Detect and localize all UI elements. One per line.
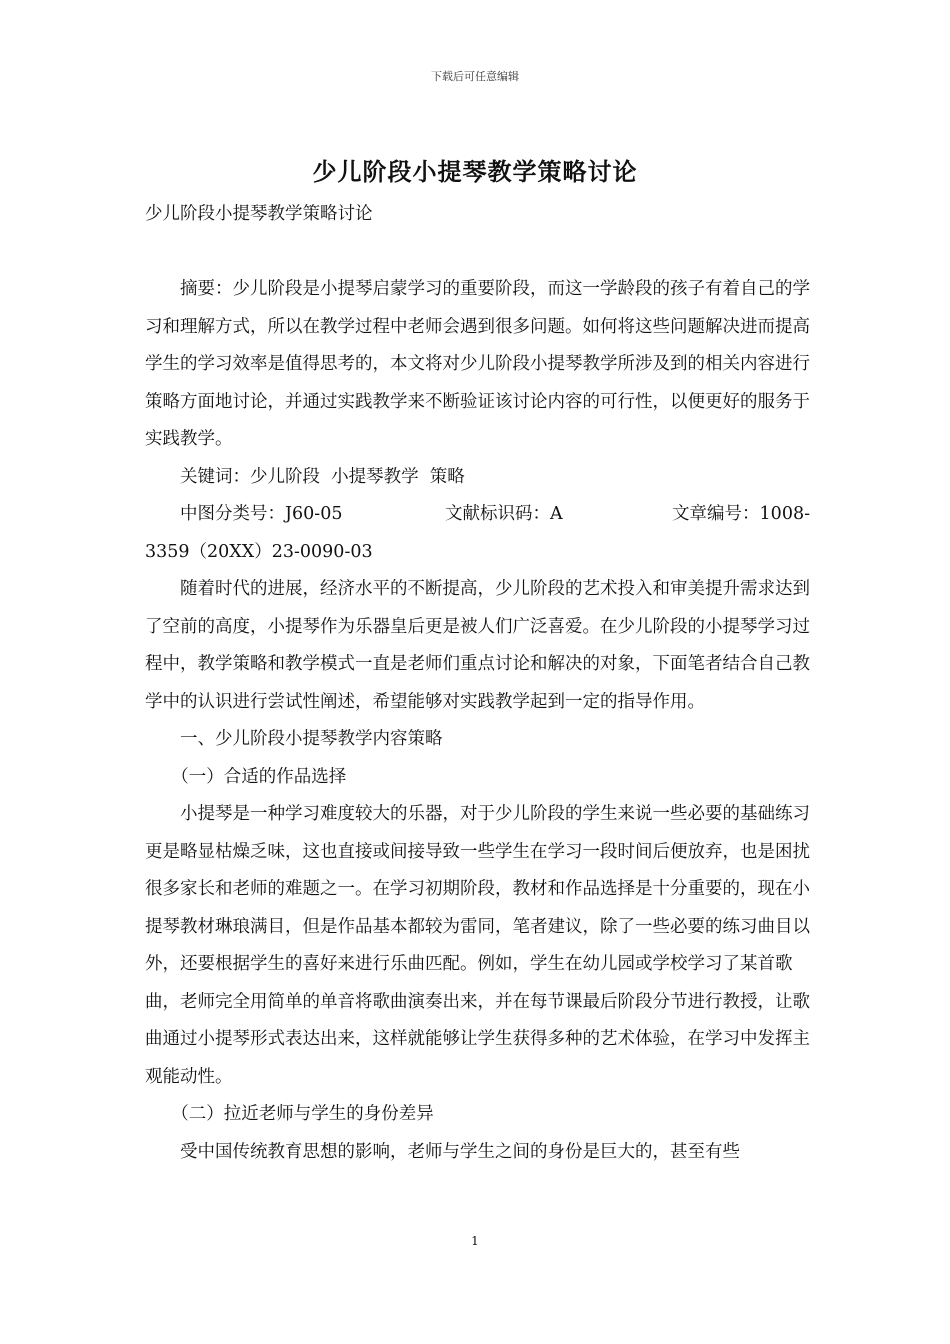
- subsection-heading-1: （一）合适的作品选择: [171, 766, 347, 787]
- article-number: 文章编号：1008-: [672, 504, 810, 524]
- body-paragraph-1: 小提琴是一种学习难度较大的乐器，对于少儿阶段的学生来说一些必要的基础练习更是略显枯燥乏味，这也直接或间接导致一些学生在学习一段时间后便放弃，也是困扰很多家长和老师的难题之一。在学习初期阶段，教材和作品选择是十分重要的，现在小提琴教材琳琅满目，但是作品基本都较为雷同，笔者建议，除了一些必要的练习曲目以外，还要根据学生的喜好来进行乐曲匹配。例如，学生在幼儿园或学校学习了某首歌曲，老师完全用简单的单音将歌曲演奏出来，并在每节课最后阶段分节进行教授，让歌曲通过小提琴形式表达出来，这样就能够让学生获得多种的艺术体验，在学习中发挥主观能动性。: [145, 804, 810, 1087]
- intro-paragraph: 随着时代的进展，经济水平的不断提高，少儿阶段的艺术投入和审美提升需求达到了空前的高度，小提琴作为乐器皇后更是被人们广泛喜爱。在少儿阶段的小提琴学习过程中，教学策略和教学模式一直是老师们重点讨论和解决的对象，下面笔者结合自己教学中的认识进行尝试性阐述，希望能够对实践教学起到一定的指导作用。: [145, 579, 810, 712]
- article-number-continued: 3359（20XX）23-0090-03: [145, 541, 373, 562]
- abstract-paragraph: 摘要：少儿阶段是小提琴启蒙学习的重要阶段，而这一学龄段的孩子有着自己的学习和理解方式，所以在教学过程中老师会遇到很多问题。如何将这些问题解决进而提高学生的学习效率是值得思考的，本文将对少儿阶段小提琴教学所涉及到的相关内容进行策略方面地讨论，并通过实践教学来不断验证该讨论内容的可行性，以便更好的服务于实践教学。: [145, 279, 810, 449]
- document-body: [145, 196, 810, 1171]
- subsection-heading-2: （二）拉近老师与学生的身份差异: [171, 1104, 434, 1124]
- section-heading-1: 一、少儿阶段小提琴教学内容策略: [180, 729, 443, 749]
- page-number: 1: [471, 1234, 479, 1248]
- classification-row: [145, 496, 810, 534]
- keywords-line: 关键词：少儿阶段 小提琴教学 策略: [180, 466, 465, 487]
- document-title: 少儿阶段小提琴教学策略讨论: [312, 157, 638, 186]
- document-subtitle: 少儿阶段小提琴教学策略讨论: [145, 204, 373, 224]
- page-header-note: 下载后可任意编辑: [431, 70, 519, 83]
- document-code: 文献标识码：A: [445, 504, 563, 524]
- body-paragraph-2: 受中国传统教育思想的影响，老师与学生之间的身份是巨大的，甚至有些: [180, 1141, 740, 1162]
- clc-number: 中图分类号：J60-05: [180, 504, 343, 524]
